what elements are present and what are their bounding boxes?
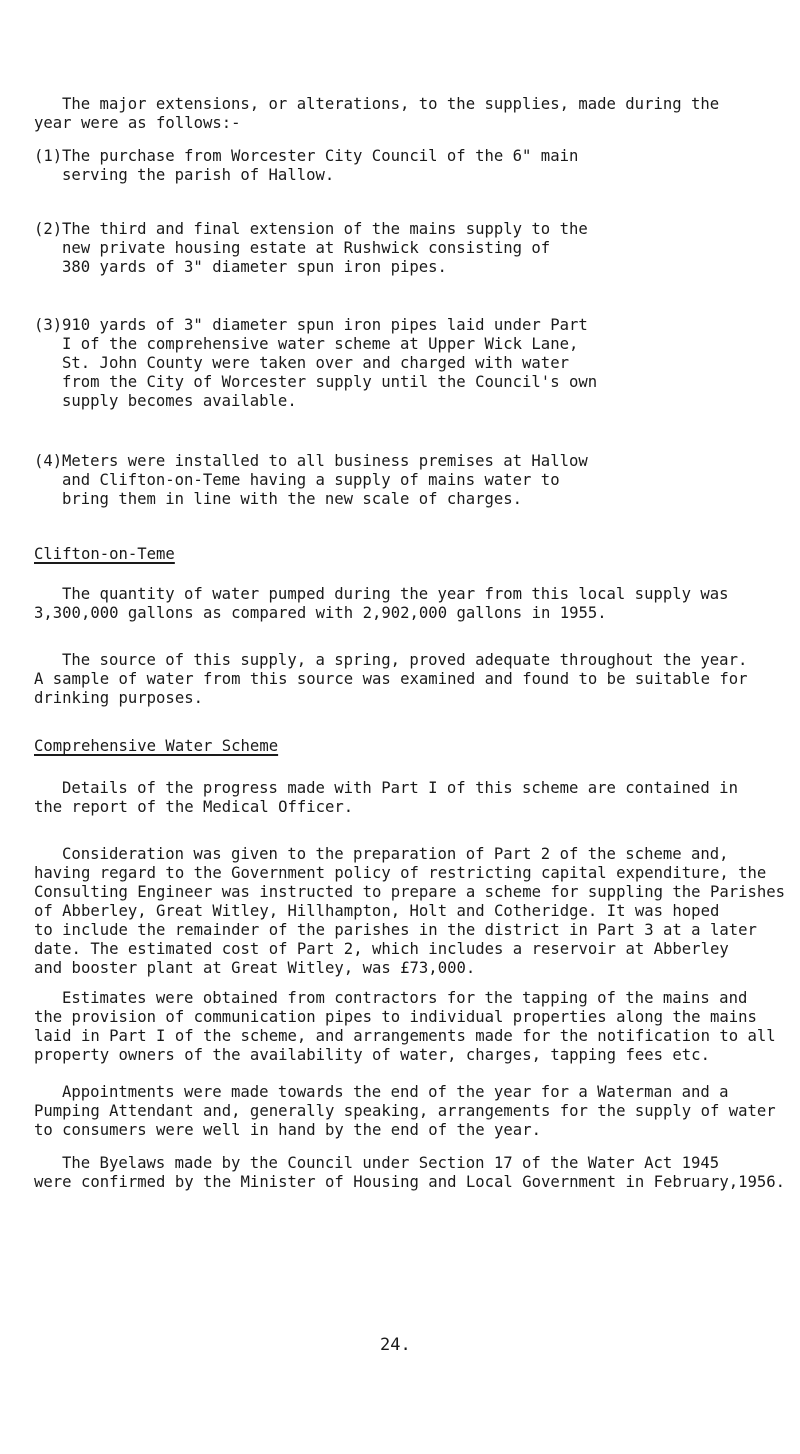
scheme-paragraph-5: The Byelaws made by the Council under Section 17 of the Water Act 1945 were confirmed by the Minister of Housing and Local Government in February,1956. [34,1154,786,1191]
list-item-text: The third and final extension of the mains supply to the new private housing estate at Rushwick consisting of 380 yards of 3" diameter spun iron pipes. [62,220,588,276]
list-item-text: The purchase from Worcester City Council of the 6" main serving the parish of Hallow. [62,147,579,184]
list-item-number: (1) [34,147,63,165]
section-heading-clifton: Clifton-on-Teme [34,545,175,563]
clifton-paragraph-2: The source of this supply, a spring, proved adequate throughout the year. A sample of water from this source was examined and found to be suitable for drinking purposes. [34,651,748,707]
page-number: 24. [380,1335,411,1355]
list-item-number: (3) [34,316,63,334]
scheme-paragraph-1: Details of the progress made with Part I of this scheme are contained in the report of the Medical Officer. [34,779,738,816]
scheme-paragraph-4: Appointments were made towards the end of the year for a Waterman and a Pumping Attendant and, generally speaking, arrangements for the supply of water to consumers were well in hand by the end of the year. [34,1083,776,1139]
scheme-paragraph-2: Consideration was given to the preparation of Part 2 of the scheme and, having regard to the Government policy of restricting capital expenditure, the Consulting Engineer was instructed to prepare a scheme for suppling the Parishes of Abberley, Great Witley, Hillhampton, Holt and Cotheridge. It was hoped to include the remainder of the parishes in the district in Part 3 at a later date. The estimated cost of Part 2, which includes a reservoir at Abberley and booster plant at Great Witley, was £73,000. [34,845,786,977]
section-heading-scheme: Comprehensive Water Scheme [34,737,279,755]
list-item-number: (2) [34,220,63,238]
list-item-text: 910 yards of 3" diameter spun iron pipes laid under Part I of the comprehensive water scheme at Upper Wick Lane, St. John County were taken over and charged with water from the City of Worcester supply until the Council's own supply becomes available. [62,316,598,410]
list-item-number: (4) [34,452,63,470]
scheme-paragraph-3: Estimates were obtained from contractors for the tapping of the mains and the provision of communication pipes to individual properties along the mains laid in Part I of the scheme, and arrangements made for the notification to all property owners of the availability of water, charges, tapping fees etc. [34,989,776,1064]
intro-paragraph: The major extensions, or alterations, to the supplies, made during the year were as follows:- [34,95,720,132]
list-item-text: Meters were installed to all business premises at Hallow and Clifton-on-Teme having a supply of mains water to bring them in line with the new scale of charges. [62,452,588,508]
clifton-paragraph-1: The quantity of water pumped during the year from this local supply was 3,300,000 gallons as compared with 2,902,000 gallons in 1955. [34,585,729,622]
